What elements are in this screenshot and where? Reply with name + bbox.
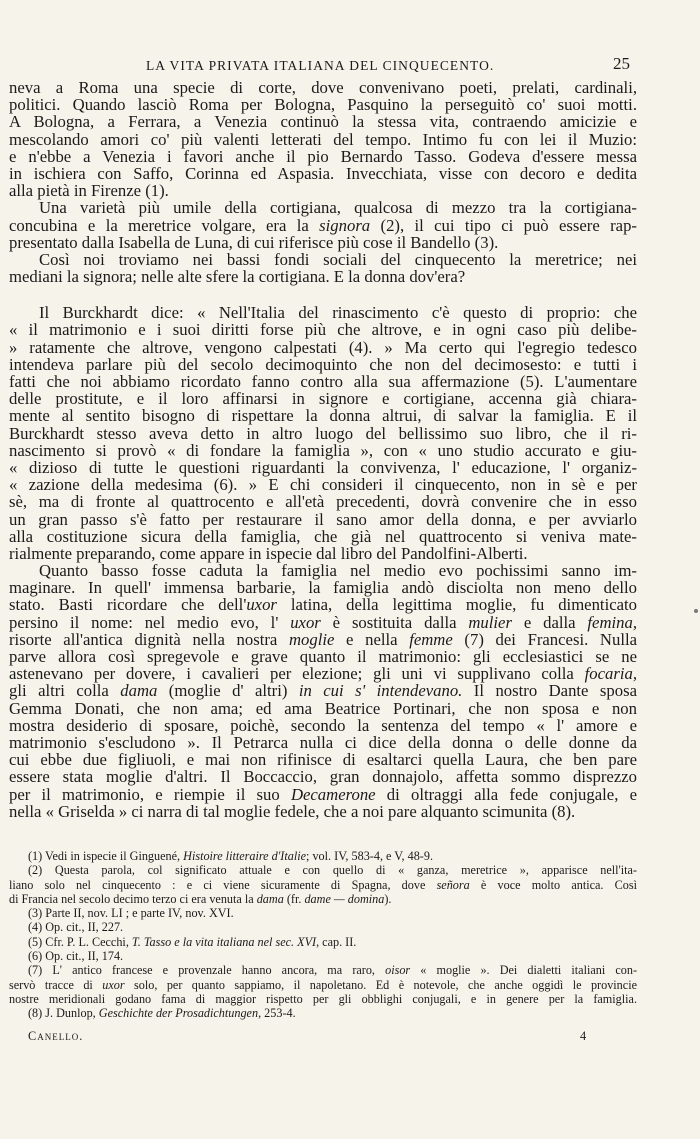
text-line: fatti che noi abbiamo ricordato fanno contro alla sua affermazione (5). L'aumentare bbox=[9, 372, 637, 391]
footnote-2-cont: liano solo nel cinquecento : e ci viene sicuramente di Spagna, dove señora è voce molto antica. Così bbox=[9, 877, 637, 892]
footnote-1: (1) Vedi in ispecie il Ginguené, Histoire litteraire d'Italie; vol. IV, 583-4, e V, 48-9. bbox=[28, 849, 433, 863]
text-line: » ratamente che altrove, vengono calpestati (4). » Ma certo qui l'egregio tedesco bbox=[9, 337, 637, 357]
text-line: persino il nome: nel medio evo, l' uxor è sostituita dalla mulier e dalla femina, bbox=[9, 612, 637, 632]
text-line: maginare. In quell' immensa barbarie, la famiglia andò disciolta non meno dello bbox=[9, 578, 637, 598]
text-line: risorte all'antica dignità nella nostra moglie e nella femme (7) dei Francesi. Nulla bbox=[9, 629, 637, 649]
text-line: intendeva parlare più del secolo decimoquinto che non del decimosesto: e tutti i bbox=[9, 354, 637, 374]
text-line: matrimonio s'escludono ». Il Petrarca nulla ci dice della donna o delle donne da bbox=[9, 732, 637, 752]
text-line: gli altri colla dama (moglie d' altri) in cui s' intendevano. Il nostro Dante sposa bbox=[9, 681, 637, 701]
text-line: alla pietà in Firenze (1). bbox=[9, 181, 169, 201]
text-line: concubina e la meretrice volgare, era la signora (2), il cui tipo ci può essere rap- bbox=[9, 215, 637, 235]
text-line: nascimento si provò « di fondare la famiglia », con « uno studio accurato e giu- bbox=[9, 440, 637, 460]
text-line: mescolando amori co' più valenti letterati del tempo. Intimo fu con lei il Muzio: bbox=[9, 129, 637, 149]
paragraph-3 bbox=[9, 251, 637, 285]
text-line: per il matrimonio, e riempie il suo Decamerone di oltraggi alla fede conjugale, e bbox=[9, 784, 637, 804]
text-line: astenevano per dovere, i cavalieri per elezione; gli uni vi supplivano colla focaria, bbox=[9, 664, 637, 684]
footnote-2-cont: di Francia nel secolo decimo terzo ci era venuta la dama (fr. dame — domina). bbox=[9, 891, 392, 906]
body-text bbox=[9, 79, 637, 820]
page-header bbox=[0, 54, 700, 76]
footnote-7-cont: nostre meridionali godano fama di maggior rispetto per gli obblighi conjugali, e in genere per la famiglia. bbox=[9, 991, 637, 1006]
text-line: « zazione della medesima (6). » E chi consideri il cinquecento, non in sè e per bbox=[9, 475, 637, 495]
text-line: Così noi troviamo nei bassi fondi sociali del cinquecento la meretrice; nei bbox=[39, 249, 637, 269]
text-line: in ischiera con Saffo, Corinna ed Aspasia. Invecchiata, visse con decoro e dedita bbox=[9, 163, 637, 183]
running-head: LA VITA PRIVATA ITALIANA DEL CINQUECENTO. bbox=[146, 58, 495, 73]
text-line: delle prostitute, e il loro affinarsi in signore e cortigiane, accenna già chiara- bbox=[9, 389, 637, 409]
text-line: un gran passo s'è fatto per restaurare il sano amor della donna, e per avviarlo bbox=[9, 509, 637, 529]
margin-dot bbox=[694, 609, 698, 613]
text-line: rialmente preparando, come appare in ispecie dal libro del Pandolfini-Alberti. bbox=[9, 543, 528, 563]
text-line: Burckhardt stesso aveva detto in altro luogo del bellissimo suo libro, che il ri- bbox=[9, 423, 637, 443]
text-line: nella « Griselda » ci narra di tal moglie fedele, che a noi pare alquanto scimunita (8). bbox=[9, 801, 576, 821]
footnote-6: (6) Op. cit., II, 174. bbox=[28, 949, 124, 964]
text-line: politici. Quando lasciò Roma per Bologna, Pasquino la perseguitò co' suoi motti. bbox=[9, 95, 637, 115]
text-line: alla costituzione sicura della famiglia, che già nel quattrocento si veniva mate- bbox=[9, 526, 637, 546]
page-number: 25 bbox=[613, 54, 630, 73]
text-line: e n'ebbe a Venezia i favori anche il pio Bernardo Tasso. Godeva d'essere messa bbox=[9, 146, 637, 166]
footnote-7-cont: servò tracce di uxor solo, per quanto sappiamo, il napoletano. Ed è notevole, che anche oggidì le provincie bbox=[9, 977, 637, 992]
paragraph-4 bbox=[9, 304, 637, 562]
footnote-4: (4) Op. cit., II, 227. bbox=[28, 920, 124, 935]
text-line: « il matrimonio e i suoi diritti forse più che altrove, e in ogni caso più delibe- bbox=[9, 320, 637, 340]
paragraph-1 bbox=[9, 79, 637, 199]
page-footer bbox=[0, 1029, 700, 1047]
text-line: stato. Basti ricordare che dell'uxor latina, della legittima moglie, fu dimenticato bbox=[9, 595, 637, 615]
footnote-8: (8) J. Dunlop, Geschichte der Prosadichtungen, 253-4. bbox=[28, 1006, 296, 1021]
text-line: « dizioso di tutte le questioni riguardanti la convivenza, l' educazione, l' organiz- bbox=[9, 457, 637, 477]
paragraph-5 bbox=[9, 562, 637, 820]
sheet-number: 4 bbox=[580, 1029, 587, 1043]
signature-mark: Canello. bbox=[28, 1029, 84, 1043]
footnote-3: (3) Parte II, nov. LI ; e parte IV, nov. XVI. bbox=[28, 906, 234, 921]
text-line: mediani la signora; nelle alte sfere la cortigiana. E la donna dov'era? bbox=[9, 267, 466, 287]
text-line: Gemma Donati, che non ama; ed ama Beatrice Portinari, che non sposa e non bbox=[9, 698, 637, 718]
text-line: sè, ma di fronte al quattrocento e all'età precedenti, dovrà convenire che in esso bbox=[9, 492, 637, 512]
text-line: Quanto basso fosse caduta la famiglia nel medio evo pochissimi sanno im- bbox=[39, 561, 637, 581]
text-line: neva a Roma una specie di corte, dove convenivano poeti, prelati, cardinali, bbox=[9, 78, 637, 97]
text-line: parve allora così spregevole e grave quanto il matrimonio: gli ecclesiastici se ne bbox=[9, 647, 637, 666]
footnote-7: (7) L' antico francese e provenzale hanno ancora, ma raro, oisor « moglie ». Dei dialetti italiani con- bbox=[28, 963, 637, 978]
text-line: Il Burckhardt dice: « Nell'Italia del rinascimento c'è questo di proprio: che bbox=[39, 303, 637, 323]
text-line: Una varietà più umile della cortigiana, qualcosa di mezzo tra la cortigiana- bbox=[39, 198, 637, 218]
footnote-5: (5) Cfr. P. L. Cecchi, T. Tasso e la vita italiana nel sec. XVI, cap. II. bbox=[28, 934, 357, 949]
text-line: mente al sentito bisogno di rispettare la donna altrui, di salvar la famiglia. E il bbox=[9, 406, 637, 426]
text-line: cui ebbe due figliuoli, e mai non rifinisce di esaltarci quella Laura, che ben pare bbox=[9, 750, 637, 770]
footnotes bbox=[9, 849, 637, 1021]
text-line: A Bologna, a Ferrara, a Venezia continuò la stessa vita, contraendo amicizie e bbox=[9, 112, 637, 132]
text-line: presentato dalla Isabella de Luna, di cui riferisce più cose il Bandello (3). bbox=[9, 232, 499, 252]
text-line: essere stata moglie d'altri. Il Boccaccio, gran donnajolo, affetta sommo disprezzo bbox=[9, 767, 637, 787]
footnote-2: (2) Questa parola, col significato attuale e con quello di « ganza, meretrice », apparisce nell'ita- bbox=[28, 863, 637, 878]
paragraph-2 bbox=[9, 199, 637, 251]
text-line: mostra desiderio di sposare, poichè, secondo la sentenza del tempo « l' amore e bbox=[9, 715, 637, 735]
